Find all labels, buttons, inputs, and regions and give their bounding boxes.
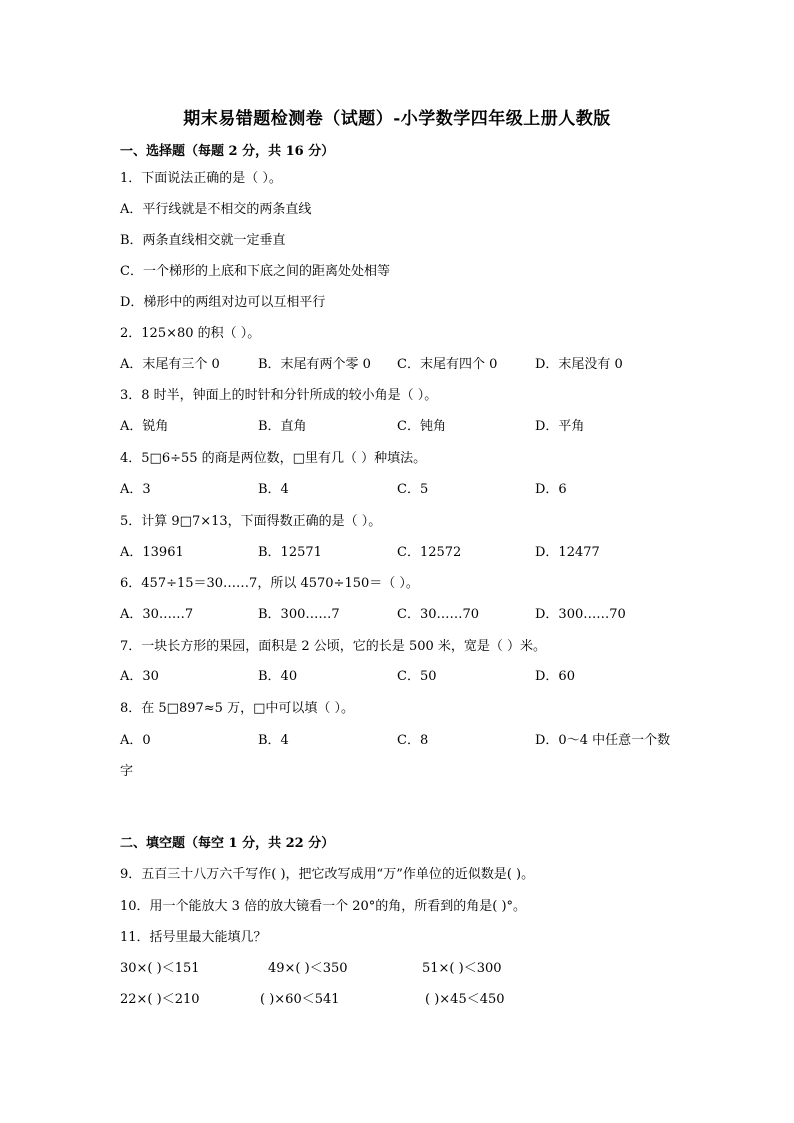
question-6-option-d: D．300……70 <box>535 607 626 622</box>
question-4-option-a: A．3 <box>120 482 151 497</box>
question-6-option-c: C．30……70 <box>397 607 480 622</box>
question-2-option-c: C．末尾有四个 0 <box>397 357 498 372</box>
question-3-option-a: A．锐角 <box>120 419 169 434</box>
question-8-option-a: A．0 <box>120 733 151 748</box>
question-7-option-d: D．60 <box>535 669 575 684</box>
question-3-option-c: C．钝角 <box>397 419 446 434</box>
question-6-option-a: A．30……7 <box>120 607 194 622</box>
question-8-option-b: B．4 <box>258 733 289 748</box>
question-7-stem: 7．一块长方形的果园，面积是 2 公顷，它的长是 500 米，宽是（ ）米。 <box>120 639 547 654</box>
question-2-stem: 2．125×80 的积（ ）。 <box>120 326 261 341</box>
question-4-option-b: B．4 <box>258 482 289 497</box>
question-1-option-b: B．两条直线相交就一定垂直 <box>120 233 286 248</box>
section-heading-fill-in: 二、填空题（每空 1 分，共 22 分） <box>120 836 335 851</box>
question-2-option-b: B．末尾有两个零 0 <box>258 357 371 372</box>
section-heading-choice: 一、选择题（每题 2 分，共 16 分） <box>120 144 335 159</box>
question-4-option-c: C．5 <box>397 482 429 497</box>
question-4-options <box>120 478 700 498</box>
question-10: 10．用一个能放大 3 倍的放大镜看一个 20°的角，所看到的角是( )°。 <box>120 899 527 914</box>
question-8-option-d: D．0～4 中任意一个数 <box>535 733 671 748</box>
question-11-item: 22×( )＜210 <box>120 992 200 1007</box>
question-4-option-d: D．6 <box>535 482 567 497</box>
question-4-stem: 4．5□6÷55 的商是两位数，□里有几（ ）种填法。 <box>120 451 427 466</box>
question-11-row-2 <box>120 988 505 1007</box>
question-7-options <box>120 665 700 685</box>
question-5-option-d: D．12477 <box>535 545 600 560</box>
question-11-row-1 <box>120 957 502 976</box>
question-5-option-b: B．12571 <box>258 545 322 560</box>
question-9: 9．五百三十八万六千写作( )，把它改写成用“万”作单位的近似数是( )。 <box>120 867 535 882</box>
question-5-option-a: A．13961 <box>120 545 184 560</box>
question-3-option-d: D．平角 <box>535 419 585 434</box>
question-11-item: 30×( )＜151 <box>120 961 200 976</box>
question-1-option-a: A．平行线就是不相交的两条直线 <box>120 202 312 217</box>
question-11-item: ( )×45＜450 <box>425 992 505 1007</box>
page-title: 期末易错题检测卷（试题）-小学数学四年级上册人教版 <box>183 109 611 129</box>
question-11-item: ( )×60＜541 <box>260 992 340 1007</box>
question-6-options <box>120 603 700 623</box>
question-3-options <box>120 415 700 435</box>
question-7-option-c: C．50 <box>397 669 437 684</box>
question-11-item: 51×( )＜300 <box>422 961 502 976</box>
question-11-item: 49×( )＜350 <box>268 961 348 976</box>
question-6-option-b: B．300……7 <box>258 607 340 622</box>
question-11-stem: 11．括号里最大能填几？ <box>120 930 267 945</box>
question-3-stem: 3．8 时半，钟面上的时针和分针所成的较小角是（ ）。 <box>120 388 438 403</box>
question-7-option-b: B．40 <box>258 669 298 684</box>
question-2-options <box>120 353 700 373</box>
question-3-option-b: B．直角 <box>258 419 307 434</box>
question-6-stem: 6．457÷15＝30……7，所以 4570÷150＝（ ）。 <box>120 576 419 591</box>
question-5-options <box>120 541 700 561</box>
question-8-option-d-wrap: 字 <box>120 764 134 779</box>
question-5-option-c: C．12572 <box>397 545 462 560</box>
question-5-stem: 5．计算 9□7×13，下面得数正确的是（ ）。 <box>120 514 382 529</box>
question-2-option-a: A．末尾有三个 0 <box>120 357 220 372</box>
question-8-stem: 8．在 5□897≈5 万，□中可以填（ ）。 <box>120 701 354 716</box>
question-1-option-c: C．一个梯形的上底和下底之间的距离处处相等 <box>120 264 390 279</box>
question-1-stem: 1．下面说法正确的是（ ）。 <box>120 171 282 186</box>
question-7-option-a: A．30 <box>120 669 159 684</box>
question-2-option-d: D．末尾没有 0 <box>535 357 623 372</box>
question-8-options <box>120 729 700 749</box>
question-1-option-d: D．梯形中的两组对边可以互相平行 <box>120 295 326 310</box>
question-8-option-c: C．8 <box>397 733 429 748</box>
